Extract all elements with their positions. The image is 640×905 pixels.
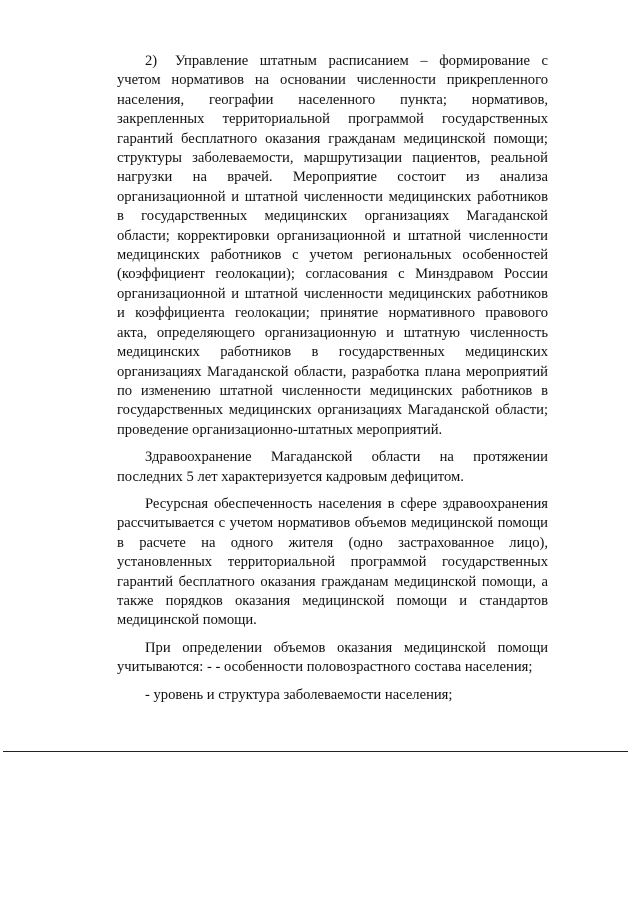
paragraph-volume-determination: При определении объемов оказания медицинской помощи учитываются: - - особенности половозрастного состава населения; (117, 639, 548, 676)
paragraph-staff-deficit: Здравоохранение Магаданской области на протяжении последних 5 лет характеризуется кадровым дефицитом. (117, 449, 548, 485)
paragraph-staffing-management (117, 52, 548, 440)
paragraph-resource-provision: Ресурсная обеспеченность населения в сфере здравоохранения рассчитывается с учетом нормативов объемов медицинской помощи в расчете на одного жителя (одно застрахованное лицо), установленных территориальной программой государственных гарантий бесплатного оказания гражданам медицинской помощи, а также порядков оказания медицинской помощи и стандартов медицинской помощи. (117, 495, 548, 629)
horizontal-divider (3, 751, 628, 752)
list-item-number: 2) (145, 53, 158, 69)
document-body (117, 52, 548, 705)
paragraph-morbidity-structure: - уровень и структура заболеваемости населения; (145, 686, 453, 703)
paragraph-text: Управление штатным расписанием – формирование с учетом нормативов на основании численности прикрепленного населения, географии населенного пункта; нормативов, закрепленных территориальной программой государственных гарантий бесплатного оказания гражданам медицинской помощи; структуры заболеваемости, маршрутизации пациентов, реальной нагрузки на врачей. Мероприятие состоит из анализа организационной и штатной численности медицинских работников в государственных медицинских организациях Магаданской области; корректировки организационной и штатной численности медицинских работников с учетом региональных особенностей (коэффициент геолокации); согласования с Минздравом России организационной и штатной численности медицинских работников и коэффициента геолокации; принятие нормативного правового акта, определяющего организационную и штатную численность медицинских работников в государственных медицинских организациях Магаданской области, разработка плана мероприятий по изменению штатной численности медицинских работников в государственных медицинских организациях Магаданской области; проведение организационно-штатных мероприятий. (117, 53, 548, 438)
